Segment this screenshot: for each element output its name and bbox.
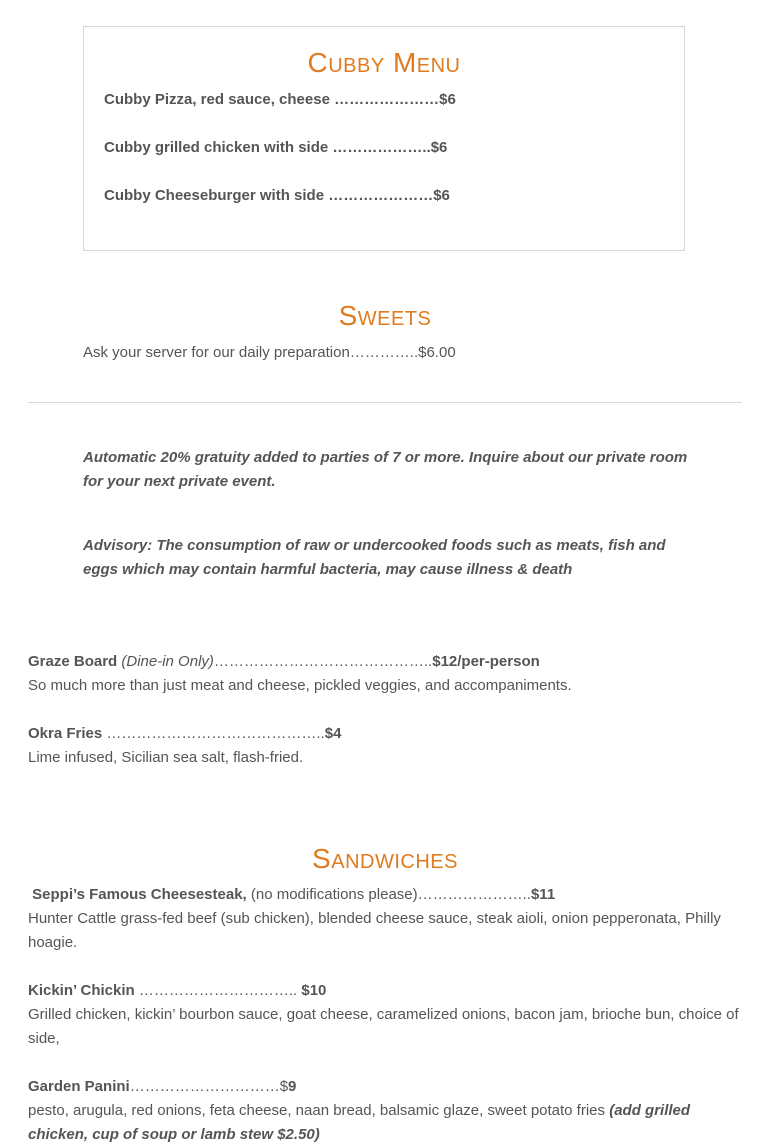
item-title-line	[28, 722, 743, 746]
item-note: (no modifications please)…………………..	[246, 886, 531, 903]
cubby-item-pizza: Cubby Pizza, red sauce, cheese …………………$6	[104, 91, 456, 108]
item-title-line	[28, 650, 743, 674]
item-title-line	[28, 1075, 743, 1099]
item-dots: ……………………………………..	[213, 653, 433, 670]
cubby-item-cheeseburger: Cubby Cheeseburger with side …………………$6	[104, 187, 450, 204]
menu-item-okra-fries	[28, 722, 743, 770]
item-name: Okra Fries	[28, 725, 103, 742]
menu-item-graze-board	[28, 650, 743, 698]
item-title-line	[28, 883, 743, 907]
item-price: $12/per-person	[432, 653, 540, 670]
item-name: Kickin’ Chickin	[28, 982, 135, 999]
item-note: (Dine-in Only)	[117, 653, 214, 670]
item-price: $11	[530, 886, 556, 903]
sweets-heading: Sweets	[338, 300, 432, 331]
cubby-menu-heading: Cubby Menu	[307, 47, 461, 78]
gratuity-notice: Automatic 20% gratuity added to parties of 7 or more. Inquire about our private room for your next private event.	[83, 449, 688, 490]
item-description	[28, 1099, 743, 1147]
item-price: 9	[288, 1078, 297, 1095]
item-price: $10	[301, 982, 327, 999]
item-addon: (add grilled chicken, cup of soup or lamb stew $2.50)	[28, 1102, 691, 1143]
item-description: Grilled chicken, kickin’ bourbon sauce, goat cheese, caramelized onions, bacon jam, brioche bun, choice of side,	[28, 1006, 739, 1047]
sweets-item: Ask your server for our daily preparation…………..$6.00	[83, 344, 456, 361]
advisory-notice: Advisory: The consumption of raw or undercooked foods such as meats, fish and eggs which may contain harmful bacteria, may cause illness & death	[83, 537, 666, 578]
item-title-line	[28, 979, 743, 1003]
menu-item-cheesesteak	[28, 883, 743, 955]
menu-item-garden-panini	[28, 1075, 743, 1147]
item-name: Graze Board	[28, 653, 118, 670]
item-description-text: pesto, arugula, red onions, feta cheese, naan bread, balsamic glaze, sweet potato fries	[28, 1102, 610, 1119]
item-description: So much more than just meat and cheese, pickled veggies, and accompaniments.	[28, 677, 572, 694]
item-description: Lime infused, Sicilian sea salt, flash-fried.	[28, 749, 304, 766]
menu-item-kickin-chickin	[28, 979, 743, 1051]
item-dots: …………………………..	[134, 982, 302, 999]
item-dots: ……………………………………..	[102, 725, 325, 742]
item-name: Seppi’s Famous Cheesesteak,	[28, 886, 247, 903]
cubby-item-chicken: Cubby grilled chicken with side ………………..$6	[104, 139, 448, 156]
section-divider	[28, 402, 742, 403]
item-price: $4	[324, 725, 342, 742]
item-dots: …………………………$	[129, 1078, 289, 1095]
item-name: Garden Panini	[28, 1078, 130, 1095]
cubby-menu-box	[83, 26, 685, 251]
sandwiches-heading: Sandwiches	[312, 843, 458, 874]
item-description: Hunter Cattle grass-fed beef (sub chicken), blended cheese sauce, steak aioli, onion pepperonata, Philly hoagie.	[28, 910, 721, 951]
